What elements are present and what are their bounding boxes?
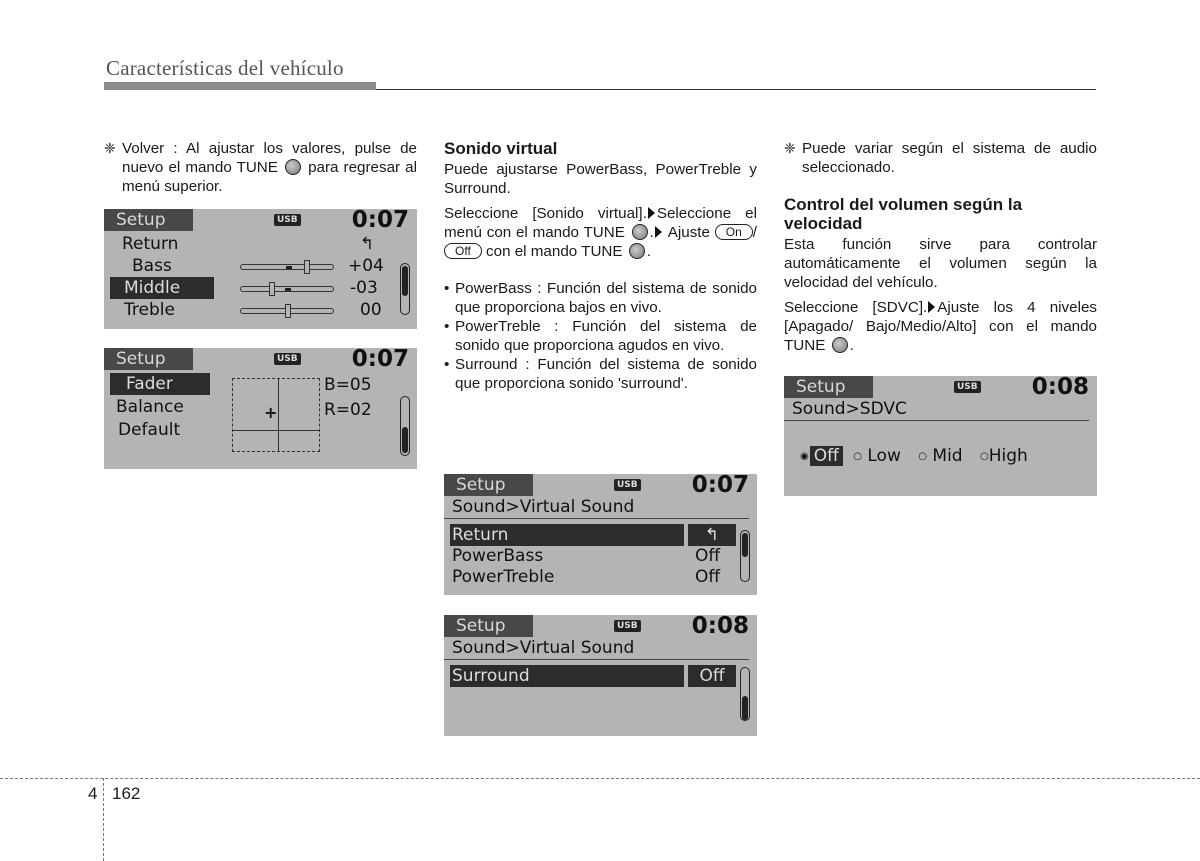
- column-left: [104, 139, 417, 196]
- menu-item-return[interactable]: Return: [450, 524, 684, 546]
- note-return: [104, 139, 417, 196]
- radio-empty-icon: ○: [853, 451, 862, 462]
- note-audio-system: ❈ Puede variar según el sistema de audio seleccionado.: [784, 140, 1097, 176]
- lcd-setup-label: Setup: [444, 615, 533, 637]
- tune-knob-icon: [285, 159, 301, 175]
- usb-badge: USB: [954, 381, 981, 393]
- radio-selected-icon: ◉: [800, 451, 809, 462]
- return-icon: ↰: [360, 234, 375, 254]
- menu-item-bass[interactable]: Bass: [132, 256, 172, 276]
- lcd-clock: 0:07: [351, 348, 409, 372]
- lcd-clock: 0:07: [351, 209, 409, 233]
- off-button-icon: Off: [444, 243, 482, 259]
- bass-slider[interactable]: [240, 264, 334, 270]
- slash: /: [752, 224, 757, 241]
- note-asterism-icon: ❈: [104, 140, 116, 156]
- treble-slider[interactable]: [240, 308, 334, 314]
- lcd-setup-label: Setup: [104, 348, 193, 370]
- page-number: 162: [112, 784, 141, 803]
- menu-item-balance[interactable]: Balance: [116, 397, 184, 417]
- section-number: 4: [88, 784, 98, 803]
- section-heading-virtual-sound: Sonido virtual: [444, 139, 558, 158]
- note-text-a: Volver : Al ajustar los valores, pulse de nuevo el mando TUNE: [122, 140, 417, 176]
- breadcrumb: Sound>SDVC: [784, 398, 1089, 421]
- list-item: • PowerTreble : Función del sistema de sonido que proporciona agudos en vivo.: [444, 318, 757, 354]
- instruction-d: Ajuste: [667, 224, 710, 241]
- radio-empty-icon: ○: [980, 451, 989, 462]
- header-rule-thick: [104, 82, 376, 90]
- lcd-setup-label: Setup: [444, 474, 533, 496]
- menu-item-middle[interactable]: Middle: [110, 277, 214, 299]
- lcd-screen-fader: [104, 348, 417, 469]
- radio-option-mid[interactable]: Mid: [932, 446, 963, 466]
- lcd-setup-label: Setup: [784, 376, 873, 398]
- treble-value: 00: [360, 300, 382, 320]
- column-right: [784, 139, 1097, 355]
- tune-knob-icon: [632, 224, 648, 240]
- usb-badge: USB: [614, 620, 641, 632]
- arrow-right-icon: [928, 301, 935, 313]
- scrollbar[interactable]: [400, 263, 410, 315]
- arrow-right-icon: [648, 207, 655, 219]
- menu-item-powerbass[interactable]: PowerBass: [452, 546, 544, 566]
- powertreble-value: Off: [695, 567, 721, 587]
- radio-option-high[interactable]: High: [988, 446, 1028, 466]
- menu-item-treble[interactable]: Treble: [124, 300, 175, 320]
- paragraph-sdvc-instructions: Seleccione [SDVC]. Ajuste los 4 niveles [Apagado/ Bajo/Medio/Alto] con el mando TUNE .: [784, 299, 1097, 354]
- return-icon: ↰: [688, 524, 736, 546]
- menu-item-powertreble[interactable]: PowerTreble: [452, 567, 555, 587]
- instruction-c: .: [649, 224, 654, 241]
- lcd-clock: 0:08: [691, 615, 749, 639]
- footer-vertical-divider: [103, 778, 104, 861]
- middle-slider[interactable]: [240, 286, 334, 292]
- usb-badge: USB: [274, 353, 301, 365]
- instruction-a: Seleccione [Sonido virtual].: [444, 205, 647, 222]
- menu-item-return[interactable]: Return: [122, 234, 179, 254]
- instruction-e: con el mando TUNE: [486, 243, 623, 260]
- bass-value: +04: [348, 256, 384, 276]
- list-item: • PowerBass : Función del sistema de sonido que proporciona bajos en vivo.: [444, 280, 757, 316]
- fader-value: B=05: [324, 375, 372, 395]
- breadcrumb: Sound>Virtual Sound: [444, 496, 749, 519]
- paragraph-intro: Puede ajustarse PowerBass, PowerTreble y Surround.: [444, 161, 757, 197]
- section-heading-sdvc: Control del volumen según la velocidad: [784, 195, 1023, 233]
- lcd-screen-virtual-sound: [444, 474, 757, 595]
- menu-item-fader[interactable]: Fader: [110, 373, 210, 395]
- tune-knob-icon: [629, 243, 645, 259]
- column-middle: [444, 139, 757, 393]
- instruction-f: .: [646, 243, 651, 260]
- middle-value: -03: [350, 278, 378, 298]
- tune-knob-icon: [832, 337, 848, 353]
- lcd-clock: 0:08: [1031, 376, 1089, 400]
- header-rule-thin: [376, 89, 1096, 90]
- radio-option-low[interactable]: Low: [867, 446, 901, 466]
- paragraph-instructions: [444, 204, 757, 261]
- lcd-screen-sdvc: [784, 376, 1097, 496]
- usb-badge: USB: [274, 214, 301, 226]
- scrollbar[interactable]: [740, 530, 750, 582]
- menu-item-surround[interactable]: Surround: [450, 665, 684, 687]
- on-button-icon: On: [715, 224, 753, 240]
- powerbass-value: Off: [695, 546, 721, 566]
- scrollbar[interactable]: [400, 396, 410, 456]
- radio-option-off[interactable]: Off: [810, 446, 843, 466]
- paragraph-sdvc: Esta función sirve para controlar automáticamente el volumen según la velocidad del vehículo.: [784, 236, 1097, 291]
- scrollbar[interactable]: [740, 667, 750, 721]
- note-asterism-icon: ❈: [784, 140, 796, 156]
- lcd-clock: 0:07: [691, 474, 749, 498]
- list-item: • Surround : Función del sistema de sonido que proporciona sonido 'surround'.: [444, 356, 757, 392]
- note-text-b: para regresar al menú superior.: [122, 159, 417, 195]
- fader-balance-grid[interactable]: [232, 378, 320, 452]
- feature-list: [444, 279, 757, 393]
- position-cross-icon: +: [264, 403, 278, 422]
- radio-empty-icon: ○: [918, 451, 927, 462]
- arrow-right-icon: [655, 226, 662, 238]
- lcd-screen-tone: [104, 209, 417, 329]
- usb-badge: USB: [614, 479, 641, 491]
- balance-value: R=02: [324, 400, 372, 420]
- footer-divider: [0, 778, 1200, 779]
- surround-value: Off: [688, 665, 736, 687]
- sdvc-radio-group: [800, 445, 1028, 468]
- breadcrumb: Sound>Virtual Sound: [444, 637, 749, 660]
- lcd-screen-surround: [444, 615, 757, 736]
- lcd-setup-label: Setup: [104, 209, 193, 231]
- page-header-title: Características del vehículo: [106, 56, 344, 80]
- menu-item-default[interactable]: Default: [118, 420, 181, 440]
- instruction-b: Seleccione el menú con el mando TUNE: [444, 205, 758, 241]
